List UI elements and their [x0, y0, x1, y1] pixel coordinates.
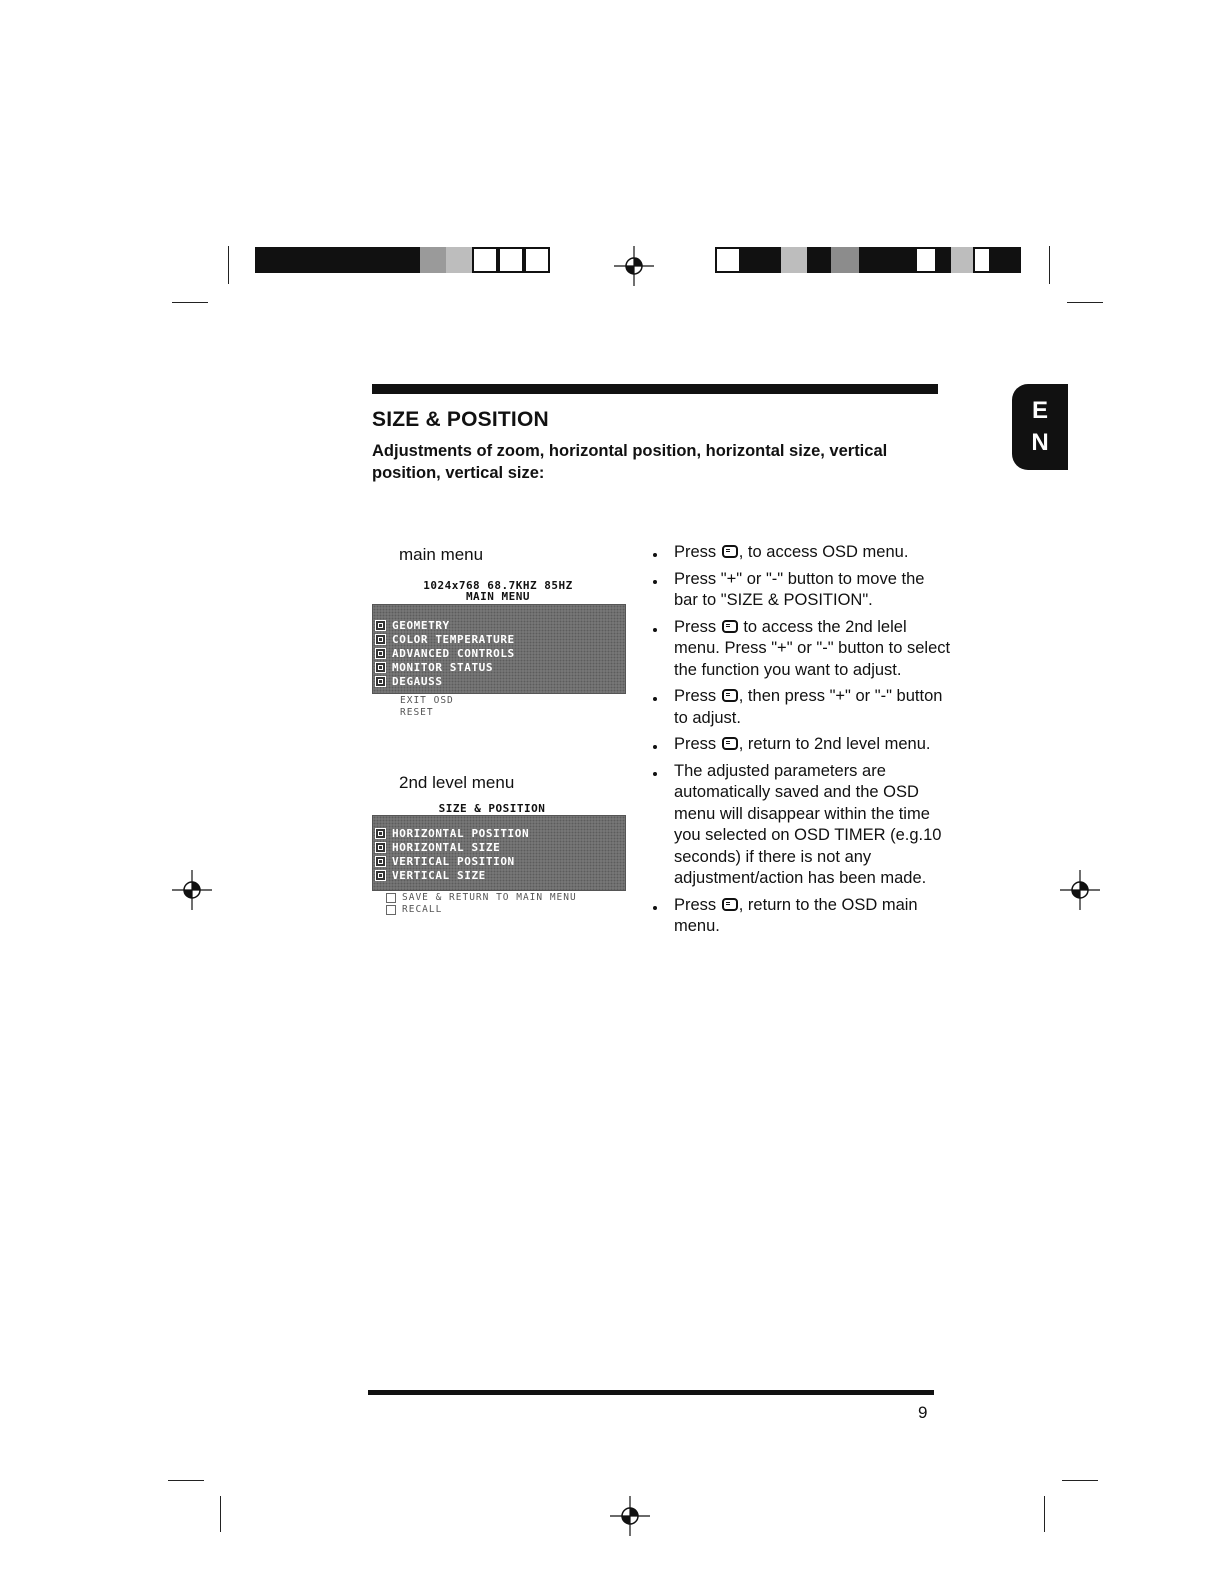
recall-icon: [386, 905, 396, 915]
menu-button-icon: [722, 689, 738, 702]
instruction-item: The adjusted parameters are automatically saved and the OSD menu will disappear within the time you selected on OSD TIMER (e.g.10 seconds) if there is not any adjustment/action has been made.: [652, 761, 952, 890]
osd-footer-recall[interactable]: RECALL: [386, 904, 577, 916]
osd-menu-item-vertical-position[interactable]: VERTICAL POSITION: [373, 854, 625, 868]
instruction-list: [652, 542, 952, 943]
osd-menu-item-monitor-status[interactable]: MONITOR STATUS: [373, 660, 625, 674]
language-tab-letter: N: [1031, 429, 1049, 456]
registration-mark-icon: [172, 870, 212, 910]
crop-mark: [1062, 1480, 1098, 1481]
osd-footer: [400, 695, 454, 719]
page-number: 9: [918, 1403, 928, 1422]
registration-mark-icon: [614, 246, 654, 286]
second-menu-panel: [372, 815, 626, 891]
osd-menu-item-horizontal-size[interactable]: HORIZONTAL SIZE: [373, 840, 625, 854]
page-subtitle: Adjustments of zoom, horizontal position, horizontal size, vertical position, vertical size:: [372, 442, 888, 482]
osd-menu-title: MAIN MENU: [465, 590, 531, 603]
vertical-size-icon: [375, 870, 386, 881]
crop-mark: [168, 1480, 204, 1481]
color-temperature-icon: [375, 634, 386, 645]
instruction-item: Press , return to the OSD main menu.: [652, 895, 952, 938]
instruction-item: Press , to access OSD menu.: [652, 542, 952, 564]
instruction-item: Press "+" or "-" button to move the bar to "SIZE & POSITION".: [652, 569, 952, 612]
horizontal-position-icon: [375, 828, 386, 839]
second-menu-caption: 2nd level menu: [399, 773, 515, 792]
osd-footer-save-return[interactable]: SAVE & RETURN TO MAIN MENU: [386, 892, 577, 904]
osd-menu-item-color-temperature[interactable]: COLOR TEMPERATURE: [373, 632, 625, 646]
registration-mark-icon: [610, 1496, 650, 1536]
osd-menu-title: SIZE & POSITION: [438, 802, 546, 815]
osd-menu-item-advanced-controls[interactable]: ADVANCED CONTROLS: [373, 646, 625, 660]
save-icon: [386, 893, 396, 903]
vertical-position-icon: [375, 856, 386, 867]
instruction-item: Press , then press "+" or "-" button to adjust.: [652, 686, 952, 729]
menu-button-icon: [722, 620, 738, 633]
registration-mark-icon: [1060, 870, 1100, 910]
crop-mark: [172, 302, 208, 303]
crop-mark: [1049, 246, 1050, 284]
osd-status-line: 1024x768 68.7KHZ 85HZ: [423, 579, 573, 592]
crop-mark: [220, 1496, 221, 1532]
osd-footer-exit[interactable]: EXIT OSD: [400, 695, 454, 706]
degauss-icon: [375, 676, 386, 687]
footer-rule: [368, 1390, 934, 1395]
monitor-status-icon: [375, 662, 386, 673]
language-tab-letter: E: [1031, 397, 1048, 424]
crop-mark: [1067, 302, 1103, 303]
crop-mark: [1044, 1496, 1045, 1532]
language-tab: [1012, 384, 1068, 470]
instruction-item: Press to access the 2nd lelel menu. Press "+" or "-" button to select the function you want to adjust.: [652, 617, 952, 682]
color-bar-left: [255, 247, 550, 273]
horizontal-size-icon: [375, 842, 386, 853]
instruction-item: Press , return to 2nd level menu.: [652, 734, 952, 756]
crop-mark: [228, 246, 229, 284]
page-title: SIZE & POSITION: [372, 408, 549, 431]
menu-button-icon: [722, 545, 738, 558]
main-menu-caption: main menu: [399, 545, 484, 564]
menu-button-icon: [722, 737, 738, 750]
main-menu-panel: [372, 604, 626, 694]
osd-footer: [386, 892, 577, 916]
geometry-icon: [375, 620, 386, 631]
osd-footer-reset[interactable]: RESET: [400, 707, 434, 718]
menu-button-icon: [722, 898, 738, 911]
color-bar-right: [715, 247, 1021, 273]
osd-menu-item-geometry[interactable]: GEOMETRY: [373, 618, 625, 632]
osd-menu-item-horizontal-position[interactable]: HORIZONTAL POSITION: [373, 826, 625, 840]
osd-menu-item-degauss[interactable]: DEGAUSS: [373, 674, 625, 688]
osd-menu-item-vertical-size[interactable]: VERTICAL SIZE: [373, 868, 625, 882]
advanced-controls-icon: [375, 648, 386, 659]
section-rule: [372, 384, 938, 394]
